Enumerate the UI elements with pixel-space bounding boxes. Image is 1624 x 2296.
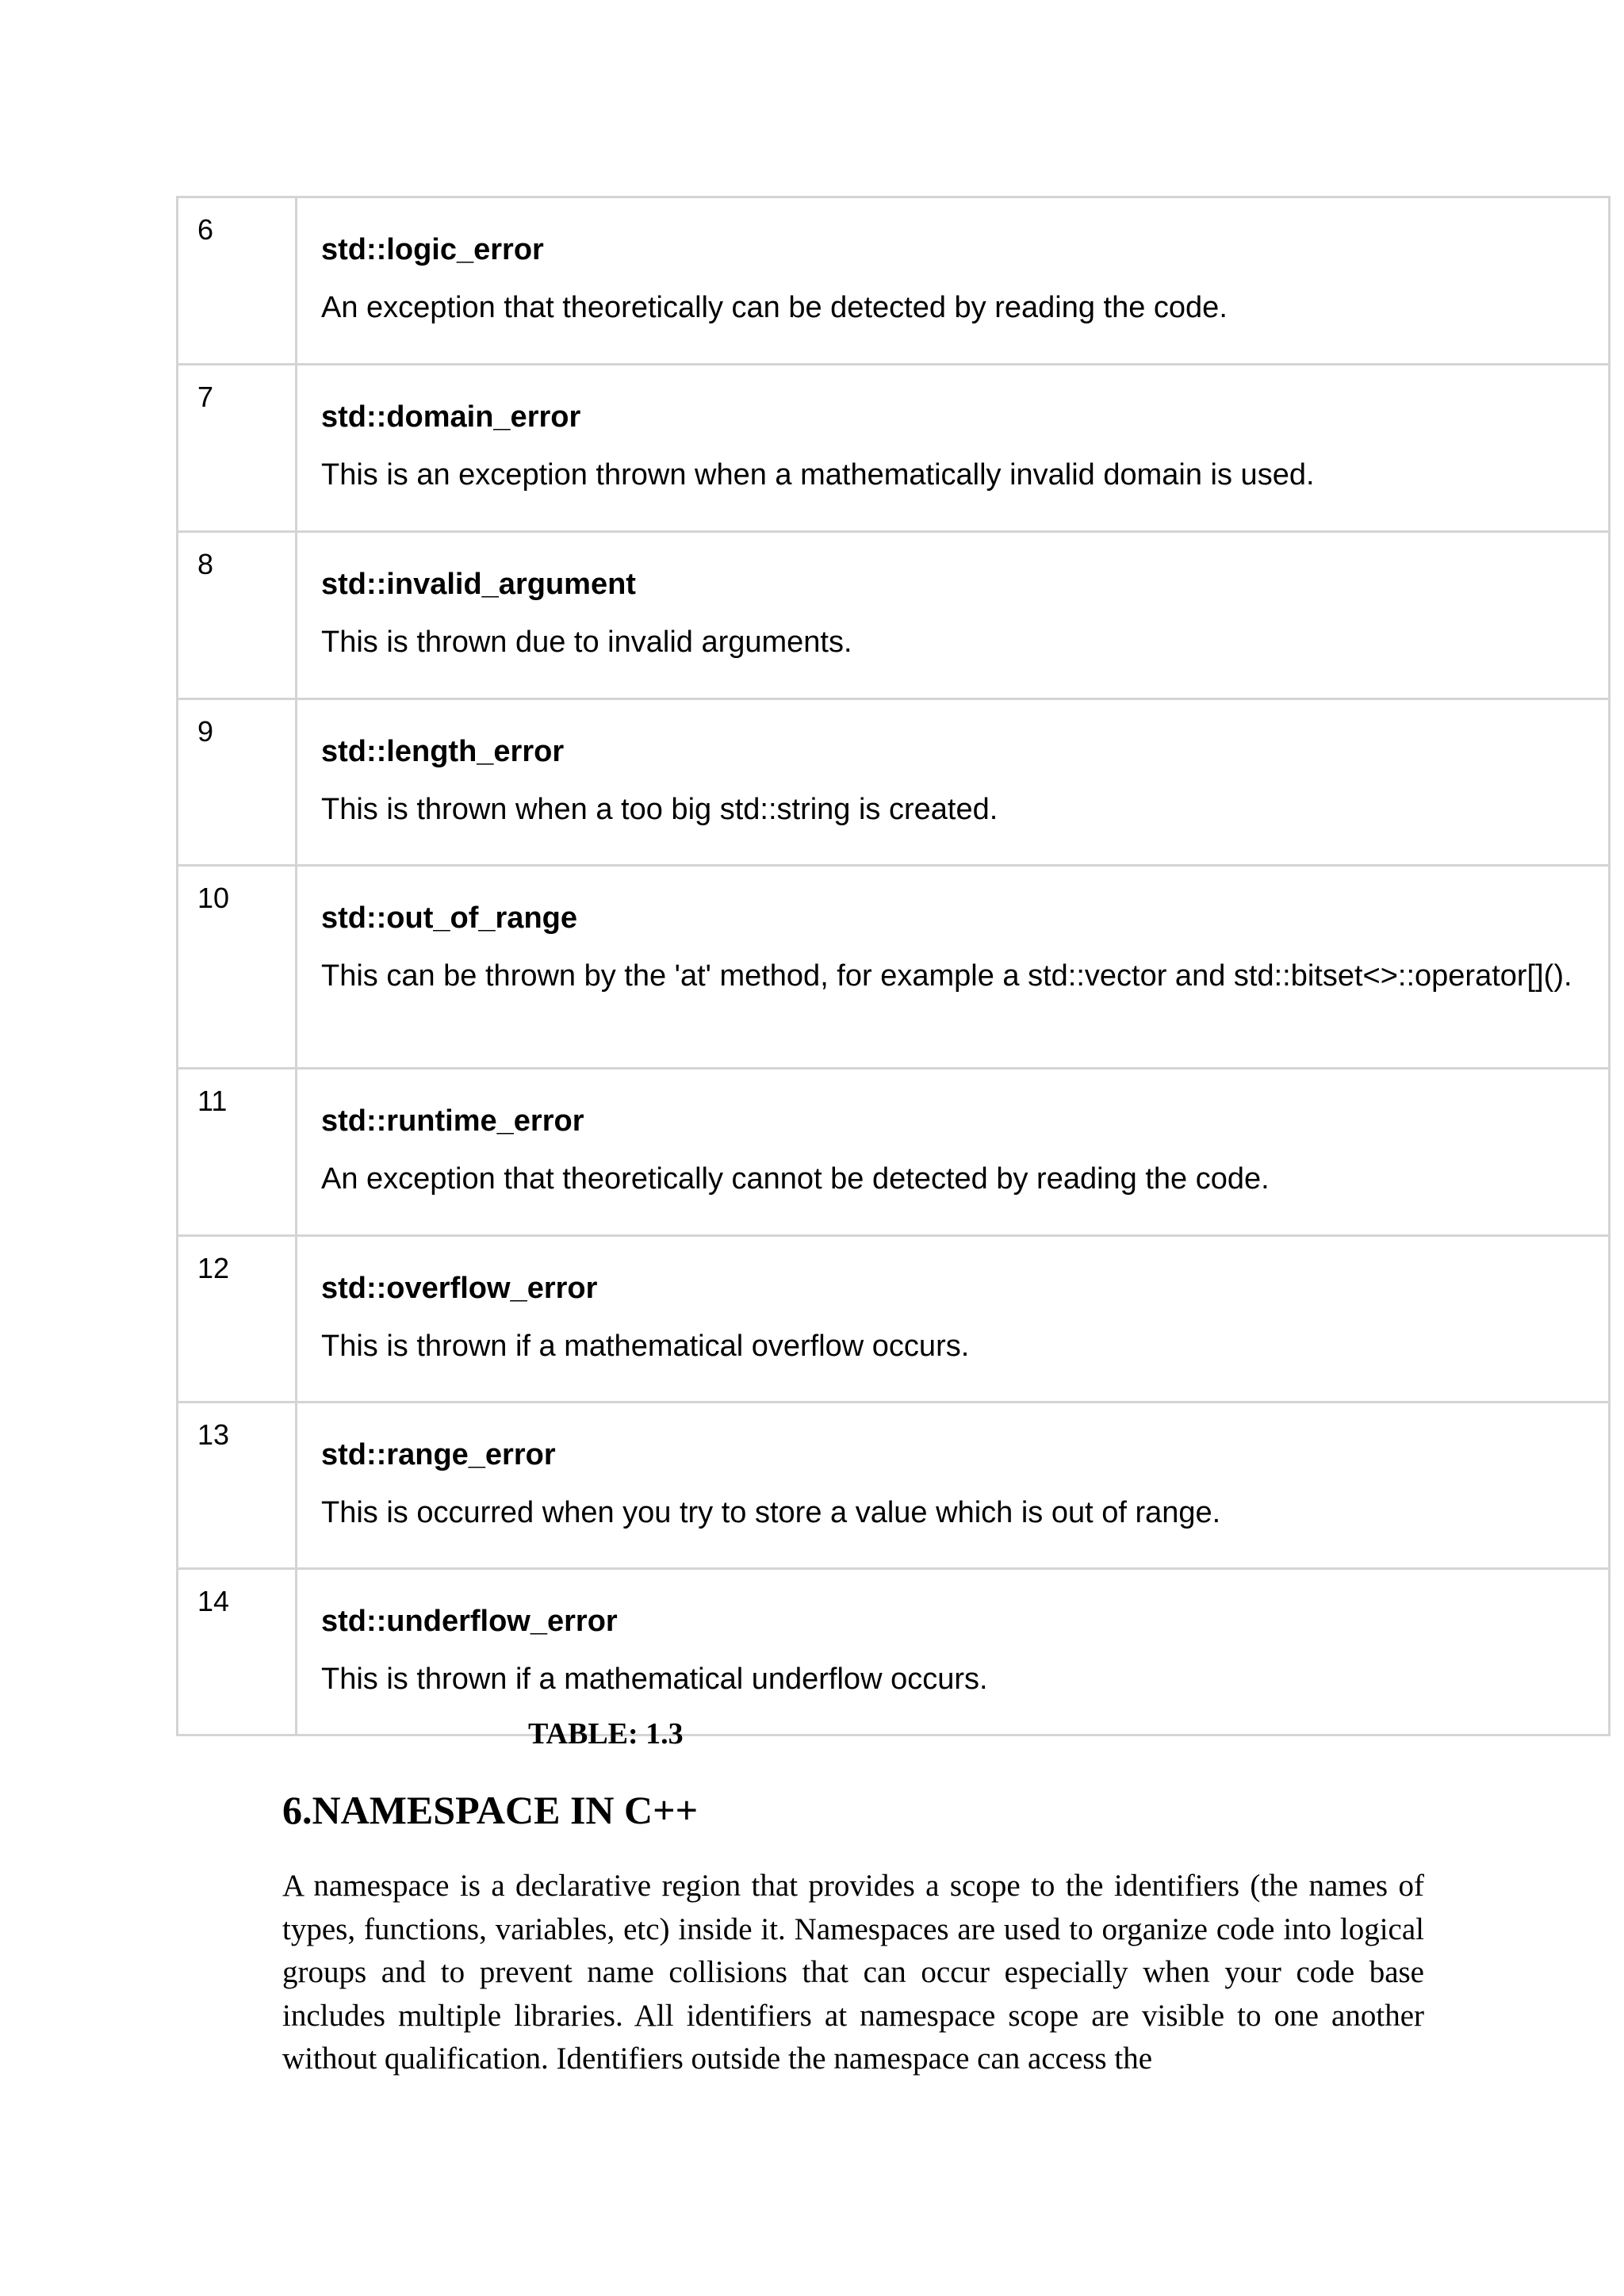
- row-number: 11: [178, 1069, 297, 1236]
- exception-description: This can be thrown by the 'at' method, for example a std::vector and std::bitset<>::operator[]().: [321, 959, 1572, 993]
- row-content: [297, 1569, 1610, 1735]
- exception-name: std::overflow_error: [321, 1272, 598, 1305]
- exception-name: std::underflow_error: [321, 1605, 618, 1638]
- row-content: [297, 699, 1610, 866]
- exception-description: An exception that theoretically can be detected by reading the code.: [321, 290, 1228, 324]
- row-content: [297, 1402, 1610, 1569]
- row-number: 9: [178, 699, 297, 866]
- exception-name: std::logic_error: [321, 233, 544, 266]
- table-row: [178, 699, 1610, 866]
- exception-name: std::invalid_argument: [321, 568, 636, 601]
- table-row: [178, 866, 1610, 1069]
- exception-description: This is thrown when a too big std::string is created.: [321, 792, 998, 826]
- row-number: 8: [178, 532, 297, 699]
- exception-description: This is thrown if a mathematical overflow occurs.: [321, 1329, 970, 1363]
- row-content: [297, 1236, 1610, 1402]
- exception-description: This is an exception thrown when a mathematically invalid domain is used.: [321, 457, 1315, 492]
- row-number: 7: [178, 365, 297, 532]
- exception-description: This is thrown due to invalid arguments.: [321, 625, 852, 659]
- table-row: [178, 1236, 1610, 1402]
- row-number: 12: [178, 1236, 297, 1402]
- row-content: [297, 197, 1610, 365]
- row-number: 6: [178, 197, 297, 365]
- row-content: [297, 1069, 1610, 1236]
- body-paragraph: A namespace is a declarative region that provides a scope to the identifiers (the names of types, functions, variables, etc) inside it. Namespaces are used to organize code into logical groups and to prevent name collisions that can occur especially when your code base includes multiple libraries. All identifiers at namespace scope are visible to one another without qualification. Identifiers outside the namespace can access the: [282, 1869, 1424, 2076]
- row-number: 10: [178, 866, 297, 1069]
- row-content: [297, 532, 1610, 699]
- exception-description: This is thrown if a mathematical underflow occurs.: [321, 1662, 988, 1696]
- exception-description: This is occurred when you try to store a value which is out of range.: [321, 1495, 1221, 1529]
- exception-name: std::runtime_error: [321, 1104, 584, 1138]
- section-heading: 6.NAMESPACE IN C++: [282, 1788, 699, 1832]
- table-row: [178, 1402, 1610, 1569]
- exception-name: std::range_error: [321, 1438, 556, 1471]
- exception-name: std::domain_error: [321, 400, 581, 434]
- exception-table: [176, 196, 1611, 1736]
- row-content: [297, 866, 1610, 1069]
- row-number: 13: [178, 1402, 297, 1569]
- row-number: 14: [178, 1569, 297, 1735]
- table-row: [178, 365, 1610, 532]
- table-row: [178, 1069, 1610, 1236]
- exception-name: std::out_of_range: [321, 901, 577, 935]
- table-caption: TABLE: 1.3: [528, 1717, 684, 1751]
- row-content: [297, 365, 1610, 532]
- exception-description: An exception that theoretically cannot be detected by reading the code.: [321, 1161, 1270, 1196]
- table-row: [178, 197, 1610, 365]
- table-row: [178, 1569, 1610, 1735]
- exception-name: std::length_error: [321, 735, 565, 768]
- table-row: [178, 532, 1610, 699]
